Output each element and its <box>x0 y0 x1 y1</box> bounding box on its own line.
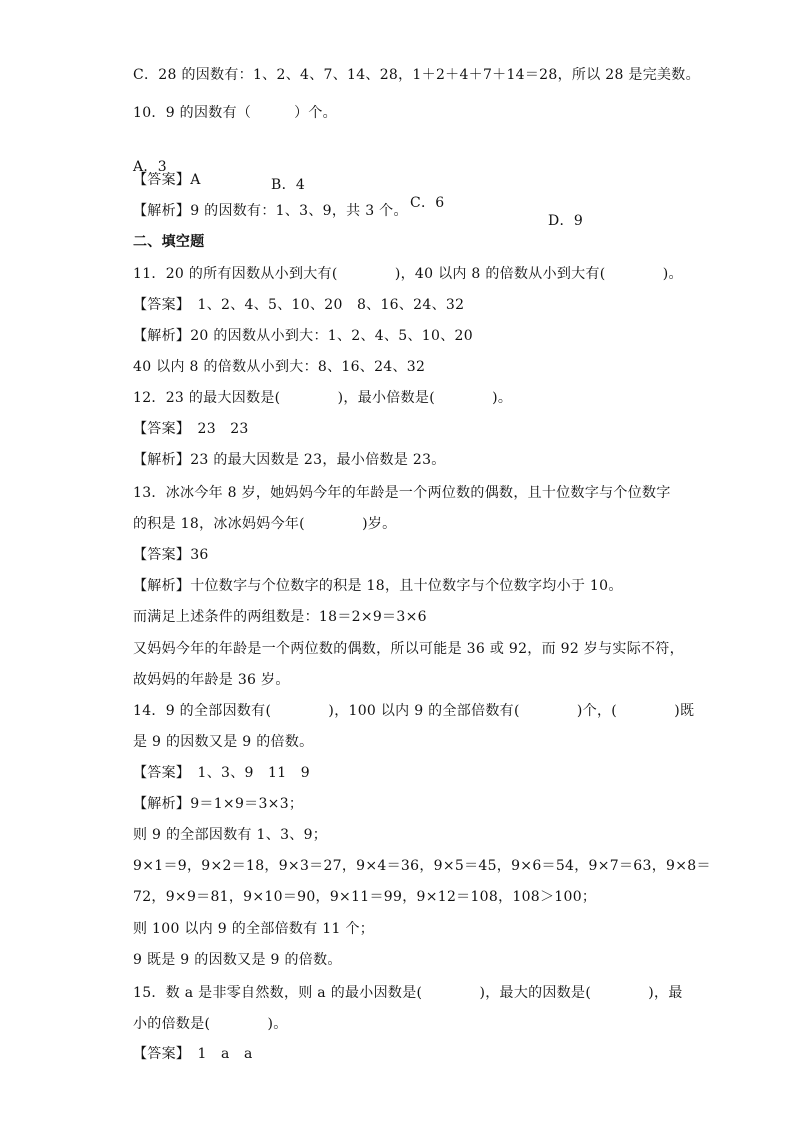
question-14-line-1: 14．9 的全部因数有( )，100 以内 9 的全部倍数有( )个，( )既 <box>133 703 695 719</box>
q13-analysis-line-3: 又妈妈今年的年龄是一个两位数的偶数，所以可能是 36 或 92，而 92 岁与实际不符， <box>133 641 684 657</box>
q14-analysis-line-3: 9×1＝9，9×2＝18，9×3＝27，9×4＝36，9×5＝45，9×6＝54，9×7＝63，9×8＝ <box>133 858 711 874</box>
question-14-line-2: 是 9 的因数又是 9 的倍数。 <box>133 734 314 750</box>
q14-answer: 【答案】 1、3、9 11 9 <box>133 765 310 781</box>
q12-answer: 【答案】 23 23 <box>133 421 249 437</box>
q14-analysis-line-6: 9 既是 9 的因数又是 9 的倍数。 <box>133 952 342 968</box>
question-13-line-1: 13．冰冰今年 8 岁，她妈妈今年的年龄是一个两位数的偶数，且十位数字与个位数字 <box>133 485 671 501</box>
q13-answer: 【答案】36 <box>133 547 209 563</box>
q12-analysis: 【解析】23 的最大因数是 23，最小倍数是 23。 <box>133 452 446 468</box>
q10-options <box>133 140 664 248</box>
q14-analysis-line-4: 72，9×9＝81，9×10＝90，9×11＝99，9×12＝108，108＞100； <box>133 889 597 905</box>
q11-analysis-line-1: 【解析】20 的因数从小到大：1、2、4、5、10、20 <box>133 328 473 344</box>
question-13-line-2: 的积是 18，冰冰妈妈今年( )岁。 <box>133 516 397 532</box>
q14-analysis-line-5: 则 100 以内 9 的全部倍数有 11 个； <box>133 921 375 937</box>
question-10: 10．9 的因数有（ ）个。 <box>133 105 337 121</box>
q10-option-d: D．9 <box>548 213 584 229</box>
q11-answer: 【答案】 1、2、4、5、10、20 8、16、24、32 <box>133 297 465 313</box>
q13-analysis-line-4: 故妈妈的年龄是 36 岁。 <box>133 672 290 688</box>
q14-analysis-line-2: 则 9 的全部因数有 1、3、9； <box>133 827 328 843</box>
question-12: 12．23 的最大因数是( )，最小倍数是( )。 <box>133 390 513 406</box>
q15-answer: 【答案】 1 a a <box>133 1046 253 1062</box>
question-15-line-2: 小的倍数是( )。 <box>133 1016 288 1032</box>
section-heading-fill-in: 二、填空题 <box>133 234 205 250</box>
q9-option-c-explanation: C．28 的因数有：1、2、4、7、14、28，1＋2＋4＋7＋14＝28，所以 28 是完美数。 <box>133 67 700 83</box>
q14-analysis-line-1: 【解析】9＝1×9＝3×3； <box>133 796 304 812</box>
question-11: 11．20 的所有因数从小到大有( )，40 以内 8 的倍数从小到大有( )。 <box>133 266 683 282</box>
q10-answer: 【答案】A <box>133 172 201 188</box>
q13-analysis-line-1: 【解析】十位数字与个位数字的积是 18，且十位数字与个位数字均小于 10。 <box>133 578 623 594</box>
q10-option-a: A．3 <box>133 159 167 175</box>
q11-analysis-line-2: 40 以内 8 的倍数从小到大：8、16、24、32 <box>133 359 426 375</box>
q10-option-b: B．4 <box>271 177 306 193</box>
q10-option-c: C．6 <box>410 195 445 211</box>
q13-analysis-line-2: 而满足上述条件的两组数是：18＝2×9＝3×6 <box>133 609 427 625</box>
question-15-line-1: 15．数 a 是非零自然数，则 a 的最小因数是( )，最大的因数是( )，最 <box>133 985 683 1001</box>
q10-analysis: 【解析】9 的因数有：1、3、9，共 3 个。 <box>133 203 408 219</box>
